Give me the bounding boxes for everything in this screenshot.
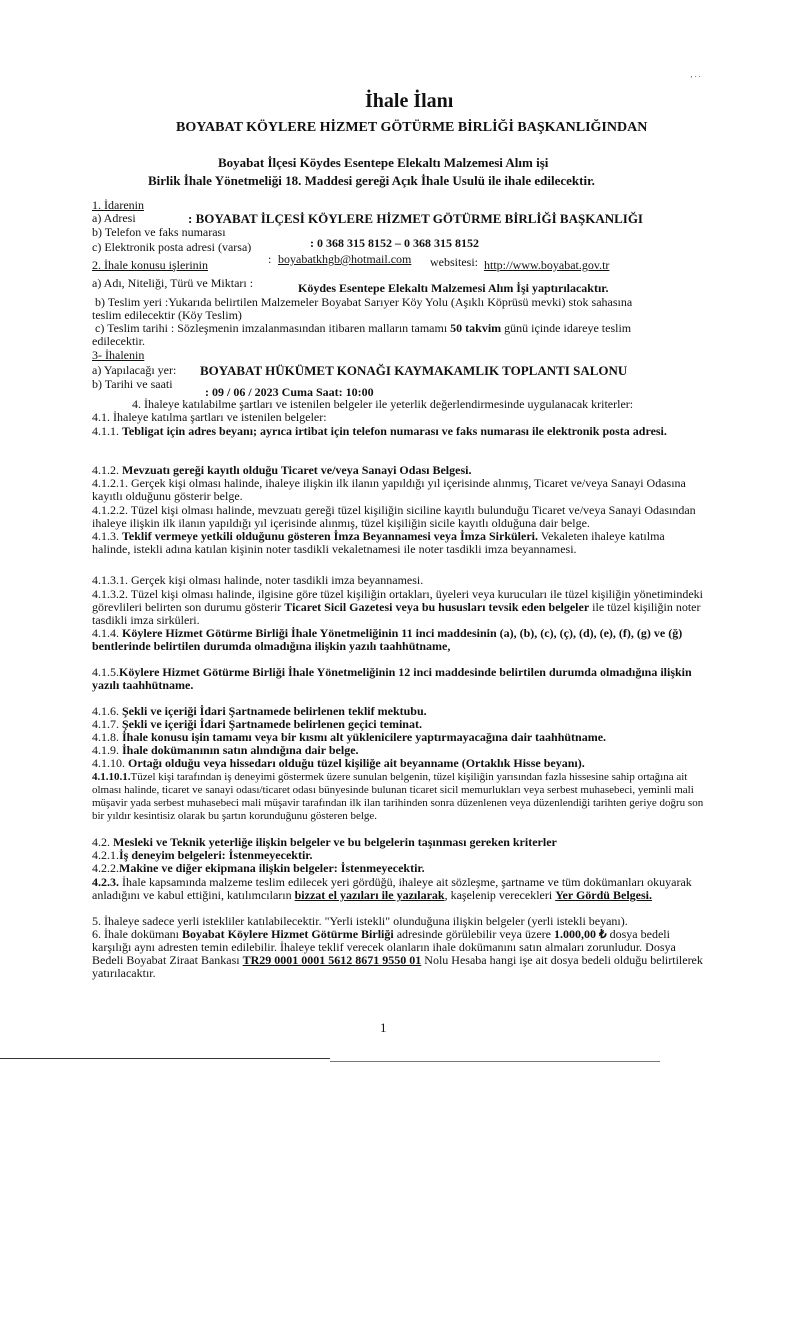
intro-line-1: Boyabat İlçesi Köydes Esentepe Elekaltı Malzemesi Alım işi — [218, 155, 549, 170]
s4-1-7: 4.1.7. Şekli ve içeriği İdari Şartnamede belirlenen geçici teminat. — [92, 717, 422, 731]
s2-delivery-date-2: edilecektir. — [92, 334, 145, 348]
s1-address-value: : BOYABAT İLÇESİ KÖYLERE HİZMET GÖTÜRME BİRLİĞİ BAŞKANLIĞI — [188, 211, 643, 226]
s2-delivery-place-2: teslim edilecektir (Köy Teslim) — [92, 308, 242, 322]
s4-2: 4.2. Mesleki ve Teknik yeterliğe ilişkin belgeler ve bu belgelerin taşınması gereken kriterler — [92, 835, 557, 849]
s2-name-label: a) Adı, Niteliği, Türü ve Miktarı : — [92, 276, 254, 290]
section-2-heading: 2. İhale konusu işlerinin — [92, 258, 208, 272]
s5: 5. İhaleye sadece yerli istekliler katılabilecektir. "Yerli istekli" olunduğuna ilişkin belgeler (yerli istekli beyanı). — [92, 914, 628, 928]
s4-1-9: 4.1.9. İhale dokümanının satın alındığına dair belge. — [92, 743, 359, 757]
s4-1-2: 4.1.2. Mevzuatı gereği kayıtlı olduğu Ticaret ve/veya Sanayi Odası Belgesi. — [92, 463, 472, 477]
s1-email-link[interactable]: boyabatkhgb@hotmail.com — [278, 252, 412, 266]
corner-mark: ‚ . . — [690, 70, 701, 79]
s1-phone-label: b) Telefon ve faks numarası — [92, 225, 226, 239]
bottom-rule-right — [330, 1061, 660, 1062]
s1-website-label: websitesi: — [430, 255, 478, 269]
s3-datetime-value: : 09 / 06 / 2023 Cuma Saat: 10:00 — [205, 385, 374, 399]
s4-1-3-1: 4.1.3.1. Gerçek kişi olması halinde, noter tasdikli imza beyannamesi. — [92, 573, 424, 587]
page-title: İhale İlanı — [365, 90, 454, 112]
section-1-heading: 1. İdarenin — [92, 198, 144, 212]
section-3-heading: 3- İhalenin — [92, 348, 145, 362]
s2-delivery-place-1: b) Teslim yeri :Yukarıda belirtilen Malzemeler Boyabat Sarıyer Köy Yolu (Aşıklı Köprüsü mevki) stok sahasına — [95, 295, 633, 309]
s4-2-1: 4.2.1.İş deneyim belgeleri: İstenmeyecektir. — [92, 848, 313, 862]
s4-intro: 4. İhaleye katılabilme şartları ve istenilen belgeler ile yeterlik değerlendirmesinde uygulanacak kriterler: — [132, 397, 634, 411]
s1-email-label: c) Elektronik posta adresi (varsa) — [92, 240, 252, 254]
s4-1-5: 4.1.5.Köylere Hizmet Götürme Birliği İhale Yönetmeliğinin 12 inci maddesinde belirtilen durumda olmadığına ilişkin yazılı taahhütname. — [92, 665, 692, 692]
intro-line-2: Birlik İhale Yönetmeliği 18. Maddesi gereği Açık İhale Usulü ile ihale edilecektir. — [148, 173, 595, 188]
s3-venue-value: BOYABAT HÜKÜMET KONAĞI KAYMAKAMLIK TOPLANTI SALONU — [200, 363, 628, 378]
s4-1-2-1: 4.1.2.1. Gerçek kişi olması halinde, ihaleye ilişkin ilk ilanın yapıldığı yıl içerisinde alınmış, Ticaret ve/veya Sanayi Odasına kayıtlı olduğunu gösterir belge. — [92, 476, 686, 503]
s4-1-10: 4.1.10. Ortağı olduğu veya hissedarı olduğu tüzel kişiliğe ait beyanname (Ortaklık Hisse beyanı). — [92, 756, 585, 770]
org-header: BOYABAT KÖYLERE HİZMET GÖTÜRME BİRLİĞİ BAŞKANLIĞINDAN — [176, 120, 648, 135]
s4-1-4: 4.1.4. Köylere Hizmet Götürme Birliği İhale Yönetmeliğinin 11 inci maddesinin (a), (b), (c), (ç), (d), (e), (f), (g) ve (ğ) bentlerinde belirtilen durumda olmadığına ilişkin yazılı taahhütname, — [92, 626, 683, 653]
s4-1-2-2: 4.1.2.2. Tüzel kişi olması halinde, mevzuatı gereği tüzel kişiliğin siciline kayıtlı bulunduğu Ticaret ve/veya Sanayi Odasından ihaleye ilişkin ilk ilanın yapıldığı yıl içerisinde alınmış, tüzel kişiliğin sicile kayıtlı olduğuna dair belge. — [92, 503, 696, 530]
s2-name-value: Köydes Esentepe Elekaltı Malzemesi Alım İşi yaptırılacaktır. — [298, 281, 609, 295]
s1-website-link[interactable]: http://www.boyabat.gov.tr — [484, 258, 610, 272]
s1-email-colon: : — [268, 252, 272, 266]
s3-datetime-label: b) Tarihi ve saati — [92, 377, 173, 391]
s4-1-8: 4.1.8. İhale konusu işin tamamı veya bir kısmı alt yüklenicilere yaptırmayacağına dair taahhütname. — [92, 730, 607, 744]
bottom-rule-left — [0, 1058, 330, 1059]
s2-delivery-date-1: c) Teslim tarihi : Sözleşmenin imzalanmasından itibaren malların tamamı 50 takvim günü içinde idareye teslim — [95, 321, 632, 335]
s1-address-label: a) Adresi — [92, 211, 136, 225]
s1-phone-value: : 0 368 315 8152 – 0 368 315 8152 — [310, 236, 479, 250]
s4-1-6: 4.1.6. Şekli ve içeriği İdari Şartnamede belirlenen teklif mektubu. — [92, 704, 427, 718]
s4-1-3-2: 4.1.3.2. Tüzel kişi olması halinde, ilgisine göre tüzel kişiliğin ortakları, üyeleri veya kurucuları ile tüzel kişiliğin yönetimindeki görevlileri belirten son durumu gösterir Ticaret Sicil Gazetesi veya bu hususları tevsik eden belgeler ile tüzel kişiliğin noter tasdikli imza sirküleri. — [92, 587, 703, 627]
s4-2-3: 4.2.3. İhale kapsamında malzeme teslim edilecek yeri gördüğü, ihaleye ait sözleşme, şartname ve tüm dokümanları okuyarak anladığını ve kabul ettiğini, katılımcıların bizzat el yazıları ile yazılarak, kaşelenip verecekleri Yer Gördü Belgesi. — [92, 875, 692, 902]
s4-2-2: 4.2.2.Makine ve diğer ekipmana ilişkin belgeler: İstenmeyecektir. — [92, 861, 425, 875]
s6: 6. İhale dokümanı Boyabat Köylere Hizmet Götürme Birliği adresinde görülebilir veya üzere 1.000,00 ₺ dosya bedeli karşılığı aynı adresten temin edilebilir. İhaleye teklif verecek olanların ihale dokümanını satın almaları zorunludur. Dosya Bedeli Boyabat Ziraat Bankası TR29 0001 0001 5612 8671 9550 01 Nolu Hesaba hangi işe ait dosya bedeli olduğu belirtilerek yatırılacaktır. — [92, 927, 703, 980]
s3-venue-label: a) Yapılacağı yer: — [92, 363, 177, 377]
s4-1: 4.1. İhaleye katılma şartları ve istenilen belgeler: — [92, 410, 327, 424]
s4-1-1: 4.1.1. Tebligat için adres beyanı; ayrıca irtibat için telefon numarası ve faks numarası ile elektronik posta adresi. — [92, 424, 667, 438]
s4-1-10-1: 4.1.10.1.Tüzel kişi tarafından iş deneyimi göstermek üzere sunulan belgenin, tüzel kişiliğin yarısından fazla hissesine sahip ortağına ait olması halinde, ticaret ve sanayi odası/ticaret odası bünyesinde bulunan ticaret sicil memurlukları veya serbest muhasebeci, yeminli mali müşavir yada serbest muhasebeci mali müşavir tarafından ilk ilan tarihinden sonra düzenlenen veya düzenlendiği tarihten geriye doğru son bir yıldır kesintisiz olarak bu şartın korunduğunu gösteren belge. — [92, 771, 704, 822]
s4-1-3: 4.1.3. Teklif vermeye yetkili olduğunu gösteren İmza Beyannamesi veya İmza Sirküleri. Vekaleten ihaleye katılma halinde, istekli adına katılan kişinin noter tasdikli vekaletnamesi ile noter tasdikli imza beyannamesi. — [92, 529, 665, 556]
page-number: 1 — [380, 1020, 387, 1035]
